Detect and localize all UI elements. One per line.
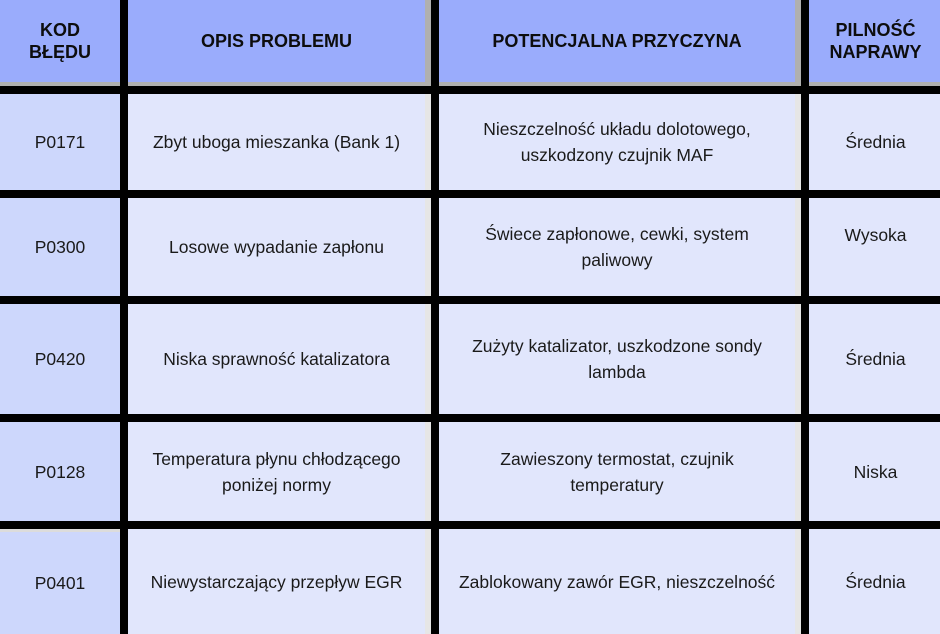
row-2-urgency: Wysoka bbox=[809, 198, 940, 296]
row-4-urgency: Niska bbox=[809, 422, 940, 521]
row-3-code: P0420 bbox=[0, 304, 120, 414]
row-4-code: P0128 bbox=[0, 422, 120, 521]
row-5-cause: Zablokowany zawór EGR, nieszczelność bbox=[439, 529, 801, 634]
row-1-description: Zbyt uboga mieszanka (Bank 1) bbox=[128, 94, 431, 190]
header-urgency: PILNOŚĆ NAPRAWY bbox=[809, 0, 940, 86]
row-3-urgency: Średnia bbox=[809, 304, 940, 414]
row-3-cause: Zużyty katalizator, uszkodzone sondy lambda bbox=[439, 304, 801, 414]
row-1-urgency: Średnia bbox=[809, 94, 940, 190]
row-1-cause: Nieszczelność układu dolotowego, uszkodzony czujnik MAF bbox=[439, 94, 801, 190]
row-5-urgency: Średnia bbox=[809, 529, 940, 634]
row-4-description: Temperatura płynu chłodzącego poniżej normy bbox=[128, 422, 431, 521]
row-5-description: Niewystarczający przepływ EGR bbox=[128, 529, 431, 634]
row-2-cause: Świece zapłonowe, cewki, system paliwowy bbox=[439, 198, 801, 296]
row-2-code: P0300 bbox=[0, 198, 120, 296]
row-1-code: P0171 bbox=[0, 94, 120, 190]
row-2-description: Losowe wypadanie zapłonu bbox=[128, 198, 431, 296]
row-5-code: P0401 bbox=[0, 529, 120, 634]
header-code: KOD BŁĘDU bbox=[0, 0, 120, 86]
header-description: OPIS PROBLEMU bbox=[128, 0, 431, 86]
row-4-cause: Zawieszony termostat, czujnik temperatury bbox=[439, 422, 801, 521]
row-3-description: Niska sprawność katalizatora bbox=[128, 304, 431, 414]
header-cause: POTENCJALNA PRZYCZYNA bbox=[439, 0, 801, 86]
